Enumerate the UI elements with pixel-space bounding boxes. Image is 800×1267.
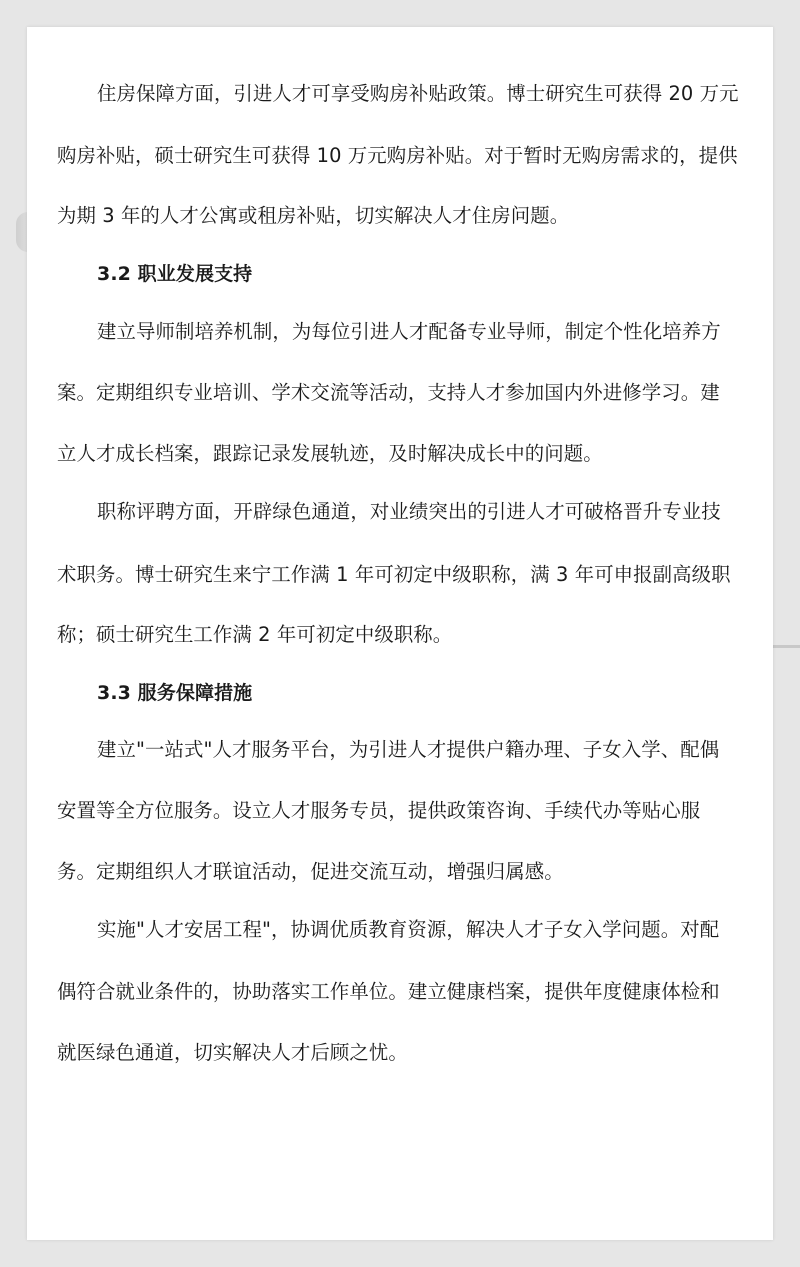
- paragraph-line: 为期 3 年的人才公寓或租房补贴，切实解决人才住房问题。: [57, 204, 570, 227]
- paragraph-line: 住房保障方面，引进人才可享受购房补贴政策。博士研究生可获得 20 万元: [97, 82, 739, 105]
- paragraph-line: 立人才成长档案，跟踪记录发展轨迹，及时解决成长中的问题。: [57, 442, 603, 465]
- paragraph-line: 术职务。博士研究生来宁工作满 1 年可初定中级职称，满 3 年可申报副高级职: [57, 563, 731, 586]
- section-heading-3-2: 3.2 职业发展支持: [97, 263, 253, 285]
- paragraph-line: 案。定期组织专业培训、学术交流等活动，支持人才参加国内外进修学习。建: [57, 381, 720, 404]
- section-heading-3-3: 3.3 服务保障措施: [97, 682, 253, 704]
- paragraph-line: 实施"人才安居工程"，协调优质教育资源，解决人才子女入学问题。对配: [97, 918, 720, 941]
- paragraph-line: 职称评聘方面，开辟绿色通道，对业绩突出的引进人才可破格晋升专业技: [97, 500, 721, 523]
- paragraph-line: 建立导师制培养机制，为每位引进人才配备专业导师，制定个性化培养方: [97, 320, 721, 343]
- paragraph-line: 安置等全方位服务。设立人才服务专员，提供政策咨询、手续代办等贴心服: [57, 799, 701, 822]
- document-page: [27, 27, 773, 1240]
- paragraph-line: 购房补贴，硕士研究生可获得 10 万元购房补贴。对于暂时无购房需求的，提供: [57, 144, 738, 167]
- paragraph-line: 称；硕士研究生工作满 2 年可初定中级职称。: [57, 623, 453, 646]
- paragraph-line: 就医绿色通道，切实解决人才后顾之忧。: [57, 1041, 408, 1064]
- page-edge-divider: [773, 645, 800, 648]
- paragraph-line: 务。定期组织人才联谊活动，促进交流互动，增强归属感。: [57, 860, 564, 883]
- paragraph-line: 建立"一站式"人才服务平台，为引进人才提供户籍办理、子女入学、配偶: [97, 738, 720, 761]
- paragraph-line: 偶符合就业条件的，协助落实工作单位。建立健康档案，提供年度健康体检和: [57, 980, 720, 1003]
